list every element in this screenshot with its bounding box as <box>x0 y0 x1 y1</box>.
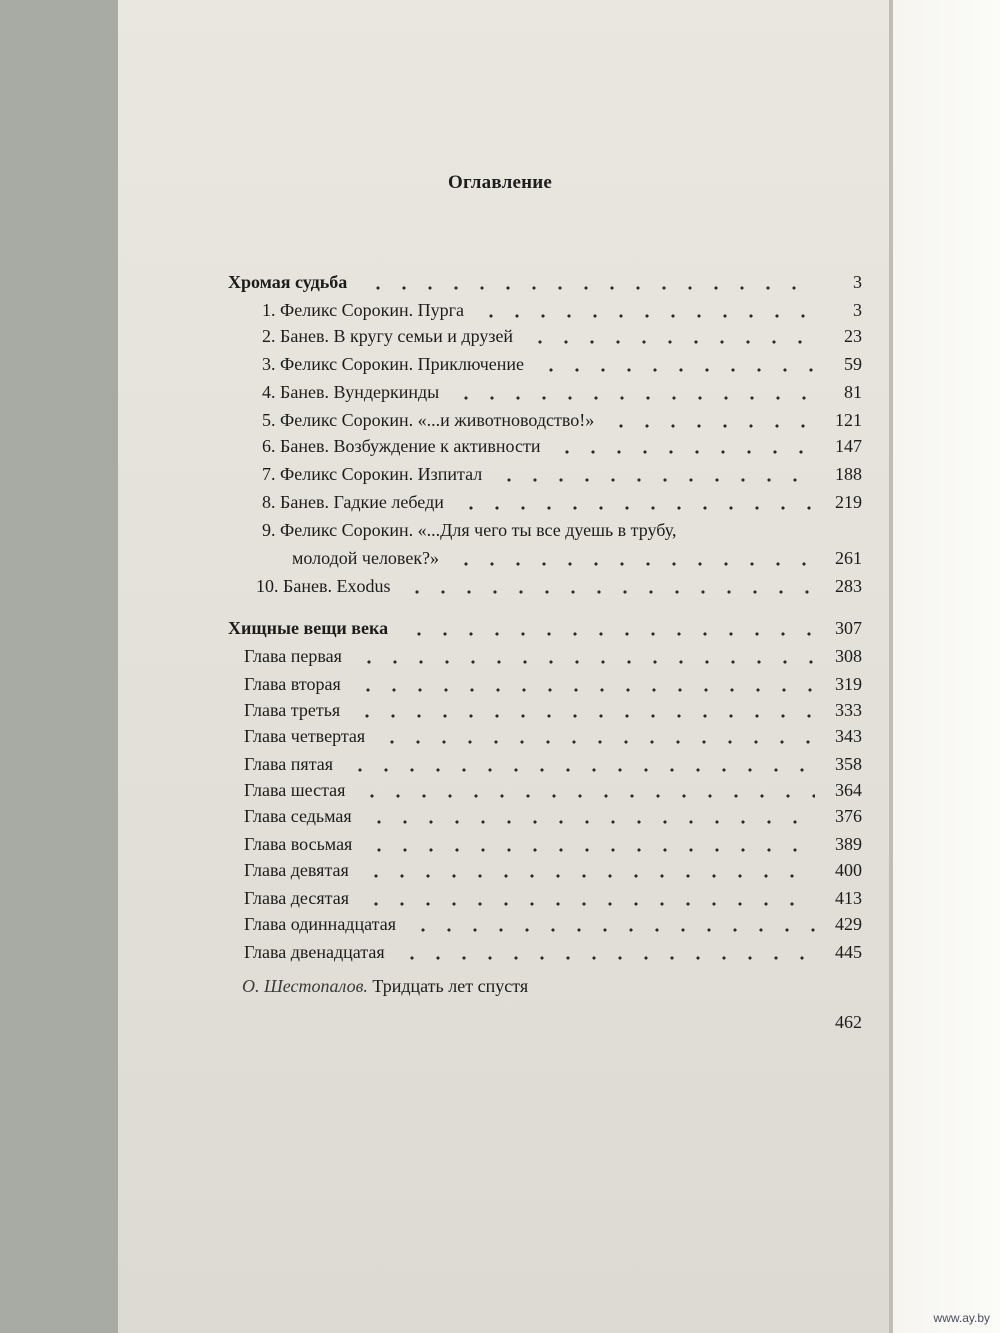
leader-dots <box>608 424 815 428</box>
toc-page-number: 121 <box>835 410 862 430</box>
chapter-entry: 9. Феликс Сорокин. «...Для чего ты все дуешь в трубу, <box>262 520 677 540</box>
toc-page-number: 188 <box>835 464 862 484</box>
watermark: www.ay.by <box>933 1311 990 1325</box>
leader-dots <box>356 660 815 664</box>
leader-dots <box>354 714 815 718</box>
toc-page-number: 283 <box>835 576 862 596</box>
leader-dots <box>478 314 815 318</box>
afterword-author: О. Шестопалов. <box>242 976 368 996</box>
toc-page-number: 376 <box>835 806 862 826</box>
chapter-entry: Глава двенадцатая <box>244 942 385 962</box>
toc-page-number: 3 <box>853 272 862 292</box>
leader-dots <box>410 928 815 932</box>
leader-dots <box>359 794 815 798</box>
toc-page-number: 23 <box>844 326 862 346</box>
chapter-entry: Глава первая <box>244 646 342 666</box>
leader-dots <box>554 450 815 454</box>
leader-dots <box>399 956 815 960</box>
toc-page-number: 147 <box>835 436 862 456</box>
chapter-entry: 6. Банев. Возбуждение к активности <box>262 436 541 456</box>
chapter-entry: Глава шестая <box>244 780 346 800</box>
leader-dots <box>404 590 815 594</box>
toc-page-number: 3 <box>853 300 862 320</box>
leader-dots <box>363 902 815 906</box>
toc-page-number: 358 <box>835 754 862 774</box>
section-title: Хищные вещи века <box>228 618 389 638</box>
chapter-entry: Глава девятая <box>244 860 349 880</box>
leader-dots <box>363 874 815 878</box>
leader-dots <box>453 562 815 566</box>
toc-page-number: 400 <box>835 860 862 880</box>
toc-page-number: 261 <box>835 548 862 568</box>
chapter-entry: Глава восьмая <box>244 834 353 854</box>
toc-page-number: 219 <box>835 492 862 512</box>
chapter-entry: Глава вторая <box>244 674 341 694</box>
chapter-entry: Глава пятая <box>244 754 334 774</box>
leader-dots <box>406 632 815 636</box>
toc-page-number: 308 <box>835 646 862 666</box>
toc-page-number: 307 <box>835 618 862 638</box>
chapter-entry: 2. Банев. В кругу семьи и друзей <box>262 326 514 346</box>
book-page <box>118 0 894 1333</box>
toc-page-number: 343 <box>835 726 862 746</box>
leader-dots <box>355 688 815 692</box>
toc-page-number: 429 <box>835 914 862 934</box>
chapter-entry: 1. Феликс Сорокин. Пурга <box>262 300 464 320</box>
chapter-entry: 7. Феликс Сорокин. Изпитал <box>262 464 483 484</box>
chapter-entry: Глава одиннадцатая <box>244 914 396 934</box>
afterword-title: Тридцать лет спустя <box>372 976 529 996</box>
leader-dots <box>496 478 815 482</box>
leader-dots <box>527 340 815 344</box>
leader-dots <box>458 506 815 510</box>
chapter-entry: 4. Банев. Вундеркинды <box>262 382 440 402</box>
chapter-entry: молодой человек?» <box>292 548 440 568</box>
toc-page-number: 319 <box>835 674 862 694</box>
toc-page-number: 413 <box>835 888 862 908</box>
leader-dots <box>347 768 815 772</box>
chapter-entry: 10. Банев. Exodus <box>256 576 391 596</box>
toc-page-number: 333 <box>835 700 862 720</box>
chapter-entry: 8. Банев. Гадкие лебеди <box>262 492 444 512</box>
section-title: Хромая судьба <box>228 272 348 292</box>
toc-title: Оглавление <box>447 172 553 193</box>
leader-dots <box>365 286 815 290</box>
leader-dots <box>538 368 815 372</box>
toc-page-number: 389 <box>835 834 862 854</box>
chapter-entry: Глава седьмая <box>244 806 352 826</box>
chapter-entry: Глава четвертая <box>244 726 366 746</box>
chapter-entry: Глава третья <box>244 700 341 720</box>
toc-page-number: 445 <box>835 942 862 962</box>
chapter-entry: Глава десятая <box>244 888 349 908</box>
book-cover <box>893 0 1000 1333</box>
leader-dots <box>379 740 815 744</box>
leader-dots <box>366 848 815 852</box>
toc-page-number: 81 <box>844 382 862 402</box>
toc-page-number: 59 <box>844 354 862 374</box>
leader-dots <box>366 820 815 824</box>
toc-page-number: 364 <box>835 780 862 800</box>
chapter-entry: 5. Феликс Сорокин. «...и животноводство!» <box>262 410 595 430</box>
afterword-entry <box>242 976 528 997</box>
chapter-entry: 3. Феликс Сорокин. Приключение <box>262 354 525 374</box>
leader-dots <box>453 396 815 400</box>
toc-page-number: 462 <box>835 1012 862 1032</box>
